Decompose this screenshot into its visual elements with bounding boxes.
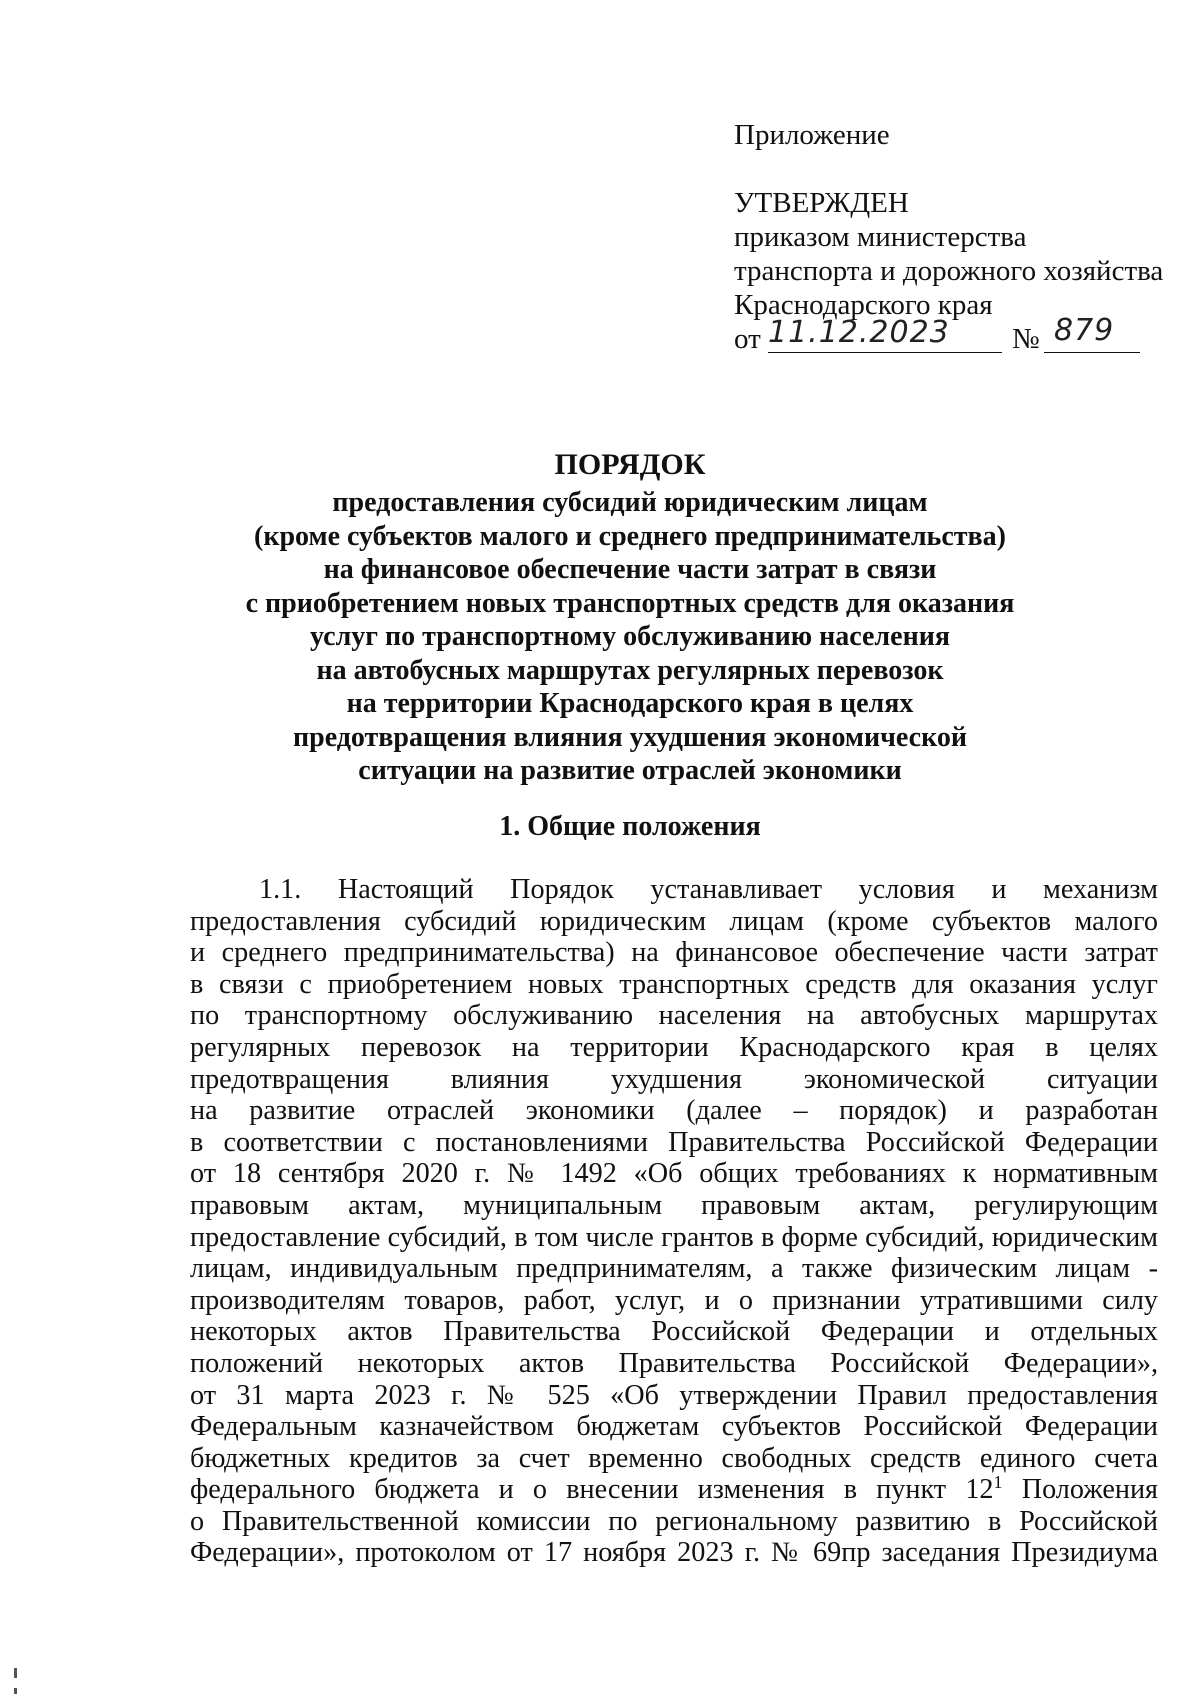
title-line-8: предотвращения влияния ухудшения экономической xyxy=(292,721,967,753)
body-line: предоставления субсидий юридическим лицам (кроме субъектов малого xyxy=(190,905,1158,937)
body-line: на развитие отраслей экономики (далее – порядок) и разработан xyxy=(190,1095,1158,1127)
body-line: в соответствии с постановлениями Правительства Российской Федерации xyxy=(190,1126,1158,1158)
approval-line-3: Краснодарского края xyxy=(734,289,993,321)
date-prefix: от xyxy=(734,323,761,355)
body-line: Федеральным казначейством бюджетам субъектов Российской Федерации xyxy=(190,1411,1158,1443)
approval-block xyxy=(734,118,1164,362)
body-line: по транспортному обслуживанию населения на автобусных маршрутах xyxy=(190,1000,1158,1032)
section-title: 1. Общие положения xyxy=(499,811,761,842)
handwritten-date: 11.12.2023 xyxy=(768,315,950,350)
body-line: Федерации», протоколом от 17 ноября 2023 г. № 69пр заседания Президиума xyxy=(190,1537,1158,1569)
body-line: и среднего предпринимательства) на финансовое обеспечение части затрат xyxy=(190,937,1158,969)
title-line-2: (кроме субъектов малого и среднего предпринимательства) xyxy=(254,520,1006,552)
title-heading: ПОРЯДОК xyxy=(554,448,706,481)
body-line: о Правительственной комиссии по региональному развитию в Российской xyxy=(190,1505,1158,1537)
body-line: регулярных перевозок на территории Краснодарского края в целях xyxy=(190,1031,1158,1063)
body-line-20-tail: Положения xyxy=(1021,1474,1159,1506)
body-line: бюджетных кредитов за счет временно свободных средств единого счета xyxy=(190,1442,1158,1474)
body-line: производителям товаров, работ, услуг, и о признании утратившими силу xyxy=(190,1284,1158,1316)
title-line-5: услуг по транспортному обслуживанию населения xyxy=(310,621,950,652)
body-line-with-superscript xyxy=(190,1474,1158,1506)
body-line: некоторых актов Правительства Российской Федерации и отдельных xyxy=(190,1316,1158,1348)
title-line-3: на финансовое обеспечение части затрат в связи xyxy=(323,554,937,585)
body-line: от 18 сентября 2020 г. № 1492 «Об общих требованиях к нормативным xyxy=(190,1158,1158,1190)
scan-mark xyxy=(14,1688,17,1694)
date-underline xyxy=(768,352,1002,353)
body-line-20-text: федерального бюджета и о внесении изменения в пункт 12 xyxy=(190,1474,994,1506)
footnote-superscript: 1 xyxy=(993,1472,1003,1493)
approval-line-2: транспорта и дорожного хозяйства xyxy=(734,255,1164,287)
approval-date-line xyxy=(734,313,1154,362)
number-prefix: № xyxy=(1012,323,1040,355)
approved-label: УТВЕРЖДЕН xyxy=(734,187,909,219)
title-line-7: на территории Краснодарского края в целях xyxy=(346,688,914,719)
body-line: предоставление субсидий, в том числе грантов в форме субсидий, юридическим xyxy=(190,1221,1158,1253)
approval-line-1: приказом министерства xyxy=(734,221,1027,253)
body-line: положений некоторых актов Правительства Российской Федерации», xyxy=(190,1347,1158,1379)
title-line-1: предоставления субсидий юридическим лицам xyxy=(332,487,928,518)
body-paragraph xyxy=(190,874,1158,1569)
body-line: лицам, индивидуальным предпринимателям, а также физическим лицам - xyxy=(190,1253,1158,1285)
body-line: 1.1. Настоящий Порядок устанавливает условия и механизм xyxy=(259,874,1158,905)
scan-mark xyxy=(14,1668,17,1678)
body-line: от 31 марта 2023 г. № 525 «Об утверждении Правил предоставления xyxy=(190,1379,1158,1411)
body-line: в связи с приобретением новых транспортных средств для оказания услуг xyxy=(190,968,1158,1000)
number-underline xyxy=(1044,352,1140,353)
appendix-label: Приложение xyxy=(734,119,890,151)
title-line-4: с приобретением новых транспортных средств для оказания xyxy=(245,587,1015,619)
body-line: правовым актам, муниципальным правовым актам, регулирующим xyxy=(190,1189,1158,1221)
title-line-6: на автобусных маршрутах регулярных перевозок xyxy=(316,654,944,686)
title-line-9: ситуации на развитие отраслей экономики xyxy=(358,755,902,786)
handwritten-number: 879 xyxy=(1054,313,1115,348)
body-line: предотвращения влияния ухудшения экономической ситуации xyxy=(190,1063,1158,1095)
document-title xyxy=(180,446,1080,788)
